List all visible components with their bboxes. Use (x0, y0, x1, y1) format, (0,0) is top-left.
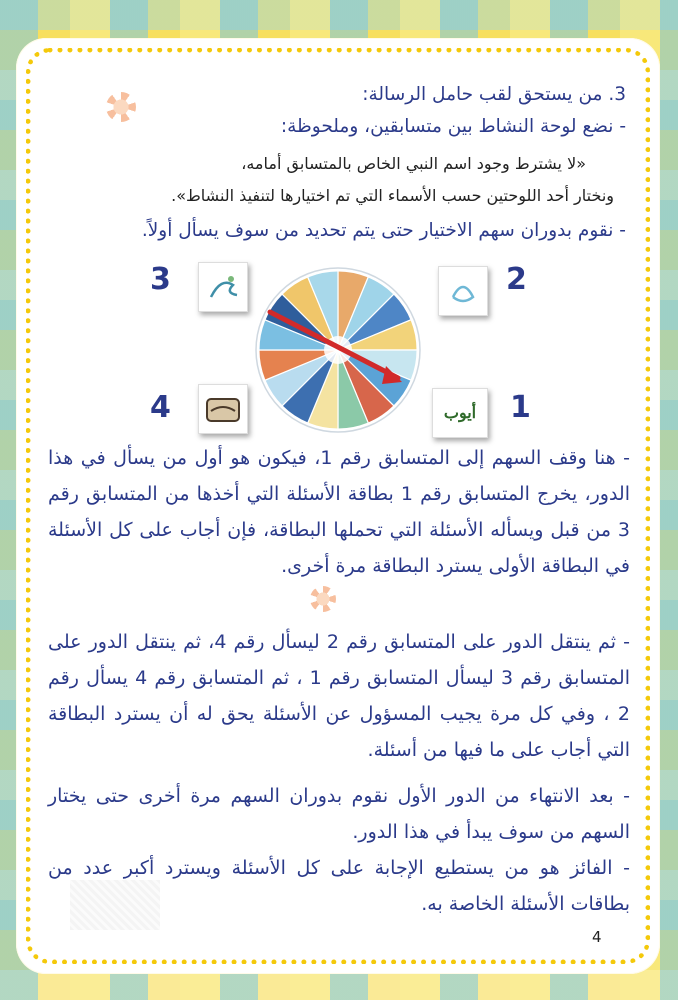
paragraph-second-round: - بعد الانتهاء من الدور الأول نقوم بدوران السهم مرة أخرى حتى يختار السهم من سوف يبدأ في هذا الدور. (48, 785, 630, 843)
player-number-3: 3 (150, 262, 171, 297)
player-number-1: 1 (510, 390, 531, 425)
qr-watermark (70, 880, 160, 930)
prophet-card-2-icon (438, 266, 488, 316)
flower-decoration-top (106, 92, 136, 122)
paragraph-first-turn: - هنا وقف السهم إلى المتسابق رقم 1، فيكون هو أول من يسأل في هذا الدور، يخرج المتسابق رقم 1 بطاقة الأسئلة التي أخذها من المتسابق رقم 3 من قبل ويسأله الأسئلة التي تحملها البطاقة، فإن أجاب على كل الأسئلة في البطاقة الأولى يسترد البطاقة مرة أخرى. (48, 447, 630, 577)
bullet-board: - نضع لوحة النشاط بين متسابقين، وملحوظة: (280, 116, 626, 137)
prophet-card-3-icon (198, 262, 248, 312)
paragraph-turn-order: - ثم ينتقل الدور على المتسابق رقم 2 ليسأل رقم 4، ثم ينتقل الدور على المتسابق رقم 3 ليسأل المتسابق رقم 1 ، ثم المتسابق رقم 4 يسأل رقم 2 ، وفي كل مرة يجيب المسؤول عن الأسئلة يحق له أن يسترد البطاقة التي أجاب على ما فيها من أسئلة. (48, 631, 630, 761)
prophet-card-1-text: أيوب (443, 403, 477, 422)
page-number: 4 (592, 928, 602, 946)
note-line-2: ونختار أحد اللوحتين حسب الأسماء التي تم اختيارها لتنفيذ النشاط». (171, 186, 614, 205)
prophet-card-1 (432, 388, 488, 438)
bullet-spin-arrow: - نقوم بدوران سهم الاختيار حتى يتم تحديد من سوف يسأل أولاً. (141, 220, 626, 241)
player-number-4: 4 (150, 390, 171, 425)
prophet-card-4-icon (198, 384, 248, 434)
note-line-1: «لا يشترط وجود اسم النبي الخاص بالمتسابق أمامه، (241, 154, 586, 173)
player-number-2: 2 (506, 262, 527, 297)
paragraph-winner: - الفائز هو من يستطيع الإجابة على كل الأسئلة ويسترد أكبر عدد من بطاقات الأسئلة الخاصة به. (48, 857, 630, 915)
section-heading: 3. من يستحق لقب حامل الرسالة: (362, 84, 626, 105)
flower-decoration-middle (310, 586, 336, 612)
